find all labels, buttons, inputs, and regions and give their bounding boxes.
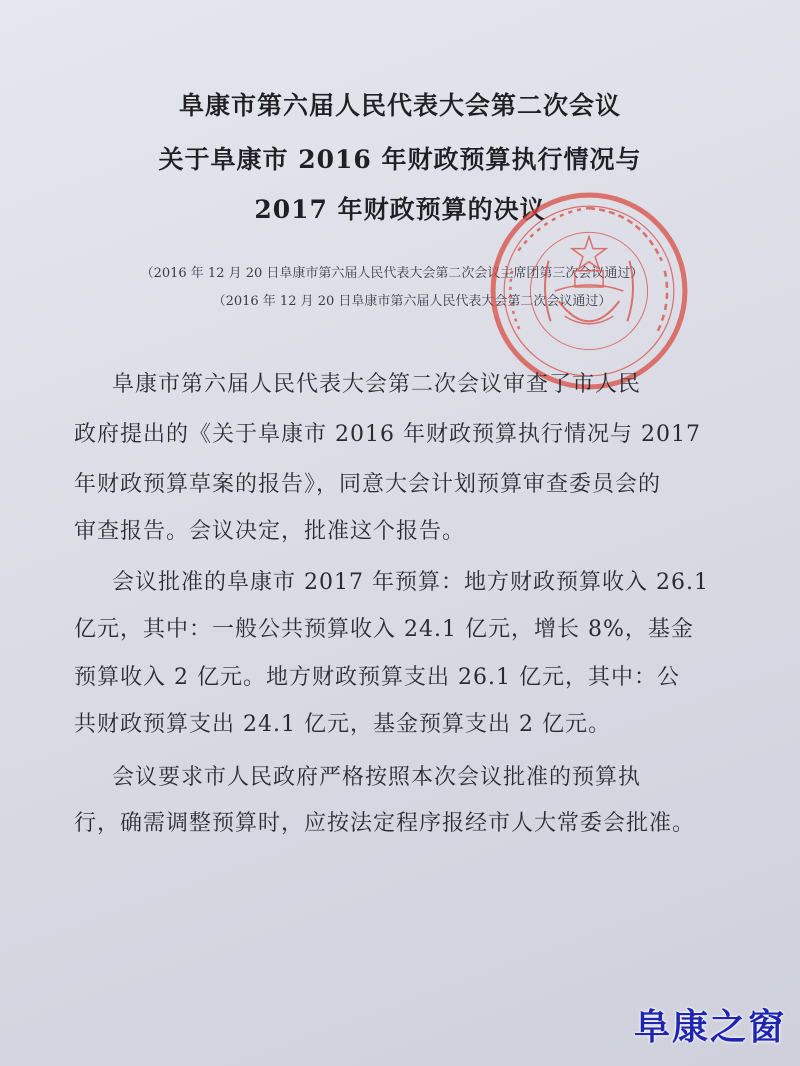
body-line-6: 亿元，其中：一般公共预算收入 24.1 亿元，增长 8%，基金 bbox=[74, 617, 694, 642]
document-title-line-1: 阜康市第六届人民代表大会第二次会议 bbox=[178, 91, 621, 120]
body-line-10: 行，确需调整预算时，应按法定程序报经市人大常委会批准。 bbox=[74, 811, 696, 836]
document-title-line-3: 2017 年财政预算的决议 bbox=[254, 195, 546, 224]
body-line-9: 会议要求市人民政府严格按照本次会议批准的预算执 bbox=[112, 765, 642, 790]
official-red-seal-icon bbox=[488, 190, 690, 392]
body-line-5: 会议批准的阜康市 2017 年预算：地方财政预算收入 26.1 bbox=[112, 570, 709, 595]
body-line-8: 共财政预算支出 24.1 亿元，基金预算支出 2 亿元。 bbox=[74, 712, 611, 737]
body-line-7: 预算收入 2 亿元。地方财政预算支出 26.1 亿元，其中：公 bbox=[74, 665, 680, 690]
watermark-text: 阜康之窗 bbox=[633, 1006, 786, 1048]
adoption-note-2: （2016 年 12 月 20 日阜康市第六届人民代表大会第二次会议通过） bbox=[212, 294, 612, 309]
body-line-4: 审查报告。会议决定，批准这个报告。 bbox=[74, 519, 466, 544]
document-title-line-2: 关于阜康市 2016 年财政预算执行情况与 bbox=[158, 145, 642, 174]
adoption-note-1: （2016 年 12 月 20 日阜康市第六届人民代表大会第二次会议主席团第三次会议通过） bbox=[140, 266, 644, 281]
body-line-1: 阜康市第六届人民代表大会第二次会议审查了市人民 bbox=[112, 372, 642, 397]
body-line-2: 政府提出的《关于阜康市 2016 年财政预算执行情况与 2017 bbox=[74, 422, 701, 447]
body-line-3: 年财政预算草案的报告》，同意大会计划预算审查委员会的 bbox=[74, 472, 662, 497]
